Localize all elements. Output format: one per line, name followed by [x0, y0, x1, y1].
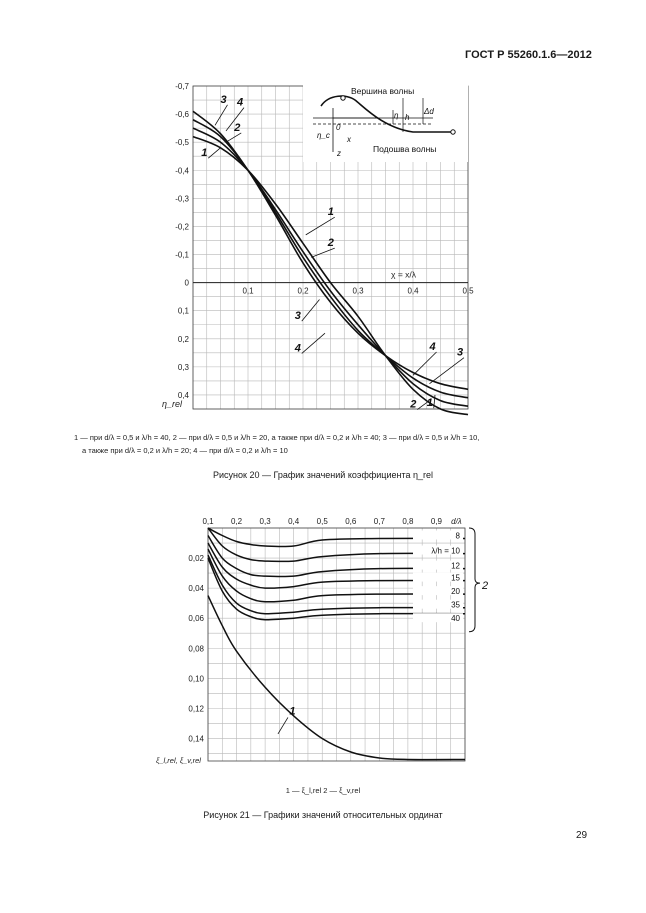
y-tick-label: -0,5 — [175, 138, 189, 148]
curve-label: λ/h = 10 — [431, 546, 460, 556]
y-tick-label: 0,02 — [188, 554, 204, 564]
y-tick-label: 0,04 — [188, 584, 204, 594]
figure-21-legend: 1 — ξ_l,rel 2 — ξ_v,rel — [285, 786, 361, 795]
x-tick-label: 0,9 — [430, 517, 443, 526]
y-tick-label: -0,3 — [175, 194, 189, 204]
x-tick-label: 0,1 — [242, 286, 254, 296]
inset-symbol: z — [337, 149, 341, 158]
x-tick-label: 0,5 — [462, 286, 474, 296]
curve-label-3: 3 — [220, 93, 227, 106]
y-tick-label: 0,08 — [188, 644, 204, 654]
y-tick-label: 0 — [184, 278, 189, 288]
y-axis-label: ξ_l,rel, ξ_v,rel — [156, 756, 201, 765]
figure-20-chart — [160, 78, 520, 418]
curve-label: 12 — [451, 561, 460, 571]
curve-label-leader — [215, 105, 228, 125]
x-tick-label: 0,3 — [352, 286, 364, 296]
y-tick-label: -0,4 — [175, 166, 189, 176]
figure-21-chart — [150, 510, 500, 770]
y-tick-label: 0,10 — [188, 674, 204, 684]
x-tick-label: 0,7 — [373, 517, 385, 526]
x-tick-label: 0,4 — [407, 286, 419, 296]
curve-label-3: 3 — [457, 346, 464, 359]
y-tick-label: 0,4 — [177, 390, 189, 400]
x-tick-label: 0,3 — [259, 517, 271, 526]
x-axis-label: χ = x/λ — [391, 269, 417, 280]
y-tick-label: 0,06 — [188, 614, 204, 624]
y-tick-label: 0,2 — [177, 334, 189, 344]
x-tick-label: 0,1 — [202, 517, 214, 526]
curve-label: 15 — [451, 573, 460, 583]
figure-21-caption: Рисунок 21 — Графики значений относительных ординат — [203, 810, 443, 820]
curve-label-4: 4 — [237, 96, 244, 109]
curve-label-2: 2 — [327, 237, 334, 250]
inset-trough-label: Подошва волны — [373, 144, 437, 154]
group-2-brace — [469, 528, 480, 632]
curve-label-3: 3 — [294, 310, 301, 323]
y-tick-label: 0,3 — [177, 362, 189, 372]
x-tick-label: 0,4 — [288, 517, 300, 526]
curve-label-leader — [302, 333, 325, 353]
curve-label-2: 2 — [234, 121, 241, 134]
curve-label-leader — [430, 358, 465, 384]
curve-label-leader — [413, 352, 437, 375]
x-tick-label: 0,2 — [230, 517, 243, 526]
y-tick-label: -0,7 — [175, 82, 189, 91]
y-tick-label: 0,1 — [177, 306, 189, 316]
curve-label-2: 2 — [410, 398, 417, 411]
curve-1-label: 1 — [289, 705, 296, 718]
document-header: ГОСТ Р 55260.1.6—2012 — [465, 49, 592, 61]
inset-symbol: Δd — [424, 107, 434, 116]
figure-20-legend-line2: а также при d/λ = 0,2 и λ/h = 20; 4 — при d/λ = 0,2 и λ/h = 10 — [82, 446, 288, 455]
figure-20-legend-line1: 1 — при d/λ = 0,5 и λ/h = 40, 2 — при d/λ = 0,5 и λ/h = 20, а также при d/λ = 0,2 и λ/h = 40; 3 — при d/λ = 0,5 и λ/h = 10, — [74, 433, 480, 442]
x-tick-label: 0,8 — [402, 517, 414, 526]
curve-label: 8 — [455, 531, 460, 541]
x-axis-label: d/λ — [451, 517, 462, 526]
inset-symbol: η_c — [317, 131, 330, 140]
curve-label-1: 1 — [201, 147, 208, 160]
inset-trough-marker — [451, 130, 455, 134]
page-number: 29 — [576, 830, 588, 841]
curve-label-1: 1 — [327, 206, 334, 219]
curve-label-leader — [208, 148, 220, 158]
y-axis-label: η_rel — [162, 399, 183, 409]
inset-symbol: h — [405, 113, 410, 122]
x-tick-label: 0,2 — [297, 286, 309, 296]
curve-label: 40 — [451, 614, 460, 624]
x-tick-label: 0,6 — [345, 517, 357, 526]
inset-crest-marker — [341, 96, 345, 100]
inset-symbol: x — [347, 135, 351, 144]
x-tick-label: 0,5 — [316, 517, 328, 526]
inset-symbol: 0 — [336, 123, 341, 132]
y-tick-label: 0,12 — [188, 704, 204, 714]
inset-crest-label: Вершина волны — [351, 86, 415, 96]
curve-label-4: 4 — [429, 341, 436, 354]
group-2-label: 2 — [482, 580, 489, 593]
curve-label-1: 1 — [426, 397, 433, 410]
curve-label-4: 4 — [294, 342, 301, 355]
y-tick-label: -0,1 — [175, 250, 189, 260]
inset-symbol: η — [394, 111, 399, 120]
y-tick-label: -0,2 — [175, 222, 189, 232]
curve-label-leader — [226, 133, 241, 142]
y-tick-label: -0,6 — [175, 110, 189, 120]
curve-label-leader — [311, 248, 335, 257]
curve-label: 35 — [451, 600, 460, 610]
figure-20-caption: Рисунок 20 — График значений коэффициента η_rel — [213, 470, 433, 480]
curve-label: 20 — [451, 587, 460, 597]
y-tick-label: 0,14 — [188, 734, 204, 744]
